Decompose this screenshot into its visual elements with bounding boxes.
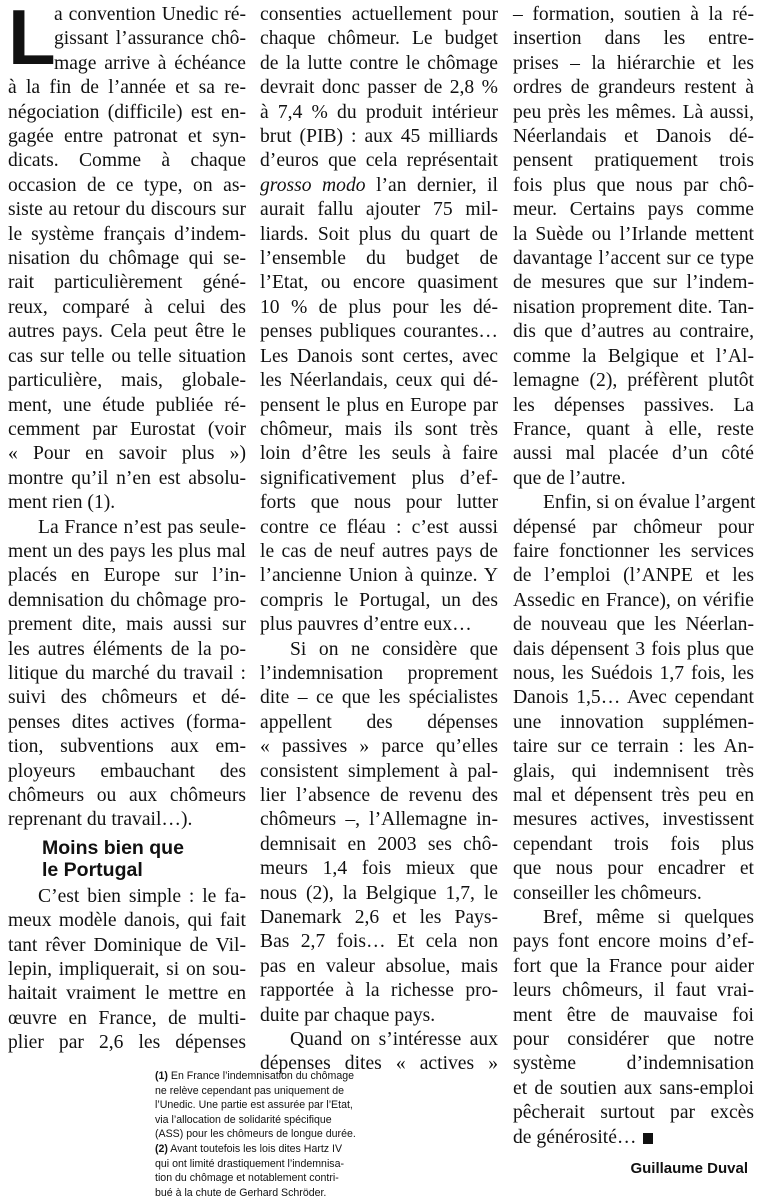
text-line: pas en valeur absolue, mais [260, 955, 498, 977]
text-line: à 7,4 % du produit intérieur [260, 101, 498, 123]
text-line: chômeur, mais ils sont très [260, 418, 498, 440]
text-line: forts que nous pour lutter [260, 492, 498, 514]
text-line: occasion de ce type, on as- [8, 174, 246, 196]
footnotes [155, 1069, 385, 1200]
text-line: le cas de neuf autres pays de [260, 540, 498, 562]
text-line: plus pauvres d’entre eux… [260, 614, 472, 636]
text-line: Danois 1,5… Avec cependant [513, 687, 754, 709]
text-line: ployeurs embauchant des [8, 760, 246, 782]
text-line: C’est bien simple : le fa- [38, 885, 246, 907]
text-line: davantage l’accent sur ce type [513, 248, 754, 270]
text-fragment: l’an dernier, il [365, 174, 498, 196]
column-1 [8, 0, 246, 1056]
text-line: pêcherait surtout par excès [513, 1102, 754, 1124]
text-line: l’ensemble du budget de [260, 248, 498, 270]
text-line: placés en Europe sur l’in- [8, 565, 246, 587]
text-line: ment un des pays les plus mal [8, 540, 246, 562]
text-line: meux modèle danois, qui fait [8, 910, 246, 932]
text-line: d’euros que cela représentait [260, 150, 498, 172]
text-line: prement dite, mais aussi sur [8, 614, 246, 636]
text-line: de mesures que sur l’indem- [513, 272, 754, 294]
paragraph [260, 638, 498, 1029]
text-line: dépensé par chômeur pour [513, 516, 754, 538]
text-line: leurs chômeurs, il faut vrai- [513, 980, 754, 1002]
text-line: pensent le plus en Europe par [260, 394, 498, 416]
text-line: dite – ce que les spécialistes [260, 687, 498, 709]
text-line: penses publiques courantes… [260, 321, 498, 343]
text-line: conseiller les chômeurs. [513, 882, 702, 904]
text-line: meurs 1,4 fois mieux que [260, 858, 498, 880]
text-fragment: En France l’indemnisation du chômage [167, 1070, 355, 1082]
footnote-number: (2) [155, 1142, 168, 1155]
text-line: Néerlandais et Danois dé- [513, 126, 754, 148]
text-line: pays font encore moins d’ef- [513, 931, 754, 953]
paragraph [513, 491, 754, 906]
text-line: liards. Soit plus du quart de [260, 223, 498, 245]
text-line: « Pour en savoir plus ») [8, 443, 246, 465]
text-line: dais dépensent 3 fois plus que [513, 638, 754, 660]
text-line: lemagne (2), préfèrent plutôt [513, 370, 754, 392]
text-line: taire sur ce terrain : les An- [513, 736, 754, 758]
text-line: de l’emploi (l’ANPE et les [513, 565, 754, 587]
footnote-line: (ASS) pour les chômeurs de longue durée. [155, 1128, 356, 1141]
column-2 [260, 3, 498, 1077]
text-line: la Suède ou l’Irlande mettent [513, 223, 754, 245]
text-line: gagée entre patronat et syn- [8, 126, 246, 148]
text-line: consenties actuellement pour [260, 4, 498, 25]
text-line: Danemark 2,6 et les Pays- [260, 907, 498, 929]
text-line: dépenses dites « actives » [260, 1053, 498, 1075]
footnote-line: ne relève cependant pas uniquement de [155, 1084, 345, 1097]
text-line: faire fonctionner les services [513, 540, 754, 562]
text-line: reux, comparé à celui des [8, 296, 246, 318]
footnote-line [155, 1142, 385, 1157]
text-line: consistent simplement à pal- [260, 760, 498, 782]
text-line: les Néerlandais, ceux qui dé- [260, 370, 498, 392]
text-line: Quand on s’intéresse aux [290, 1029, 498, 1051]
subheading-line: le Portugal [42, 858, 143, 881]
footnote-line: via l’allocation de solidarité spécifique [155, 1113, 332, 1126]
text-line: dis que d’autres au contraire, [513, 321, 754, 343]
column-3 [513, 3, 754, 1150]
text-line: chaque chômeur. Le budget [260, 28, 498, 50]
text-line: Les Danois sont certes, avec [260, 345, 498, 367]
text-line: prises – la hiérarchie et les [513, 52, 754, 74]
text-line: lier l’absence de revenu des [260, 785, 498, 806]
text-line: mal et dépensent très peu en [513, 785, 754, 806]
text-line: mesures actives, investissent [513, 809, 754, 831]
text-line: de nouveau que les Néerlan- [513, 614, 754, 636]
text-line: Assedic en France), on vérifie [513, 589, 754, 611]
text-line: l’Etat, ou encore quasiment [260, 272, 498, 294]
text-line: œuvre en France, de multi- [8, 1007, 246, 1029]
text-line: autres pays. Cela peut être le [8, 321, 246, 343]
text-line: ment, une étude publiée ré- [8, 394, 246, 416]
text-line: ordres de grandeurs restent à [513, 77, 754, 99]
text-line: à la fin de l’année et sa re- [8, 77, 246, 99]
text-line: système d’indemnisation [513, 1053, 754, 1075]
text-line: gissant l’assurance chô- [54, 28, 246, 50]
text-line: tion, subventions aux em- [8, 736, 246, 758]
text-line: négociation (difficile) est en- [8, 101, 246, 123]
text-line: de la lutte contre le chômage [260, 52, 498, 74]
text-line [513, 1126, 754, 1150]
text-line: devrait donc passer de 2,8 % [260, 77, 498, 99]
text-line: demnisation du chômage pro- [8, 589, 246, 611]
text-fragment: de générosité… [513, 1126, 637, 1148]
text-line: nisation proprement dite. Tan- [513, 296, 754, 318]
text-line: pensent pratiquement trois [513, 150, 754, 172]
text-line [260, 174, 498, 198]
footnote-line [155, 1069, 385, 1084]
text-line: rait particulièrement géné- [8, 272, 246, 294]
footnote-line: qui ont limité drastiquement l’indemnisa- [155, 1157, 345, 1170]
text-line: loin d’être les seuls à faire [260, 443, 498, 465]
footnote-line: bué à la chute de Gerhard Schröder. [155, 1186, 327, 1199]
text-line: France, quant à elle, reste [513, 418, 754, 440]
drop-cap: L [8, 0, 56, 81]
text-line: suivi des chômeurs et dé- [8, 687, 246, 709]
text-fragment: Avant toutefois les lois dites Hartz IV [167, 1142, 343, 1155]
text-line: fort que la France pour aider [513, 955, 754, 977]
text-line: chômeurs ou aux chômeurs [8, 785, 246, 806]
text-line: haitait vraiment le mettre en [8, 983, 246, 1005]
text-line: litique du marché du travail : [8, 662, 246, 684]
paragraph [513, 906, 754, 1150]
text-line: lepin, impliquerait, si on sou- [8, 959, 246, 981]
text-line: ment rien (1). [8, 492, 116, 514]
text-line: l’indemnisation proprement [260, 662, 498, 684]
text-line: nous (2), la Belgique 1,7, le [260, 882, 498, 904]
text-line: glais, qui indemnisent très [513, 760, 754, 782]
text-line: Bref, même si quelques [543, 907, 754, 929]
text-line: dicats. Comme à chaque [8, 150, 246, 172]
text-line: – formation, soutien à la ré- [513, 4, 754, 25]
text-line: « passives » parce qu’elles [260, 736, 498, 758]
text-line: peu près les mêmes. Là aussi, [513, 101, 754, 123]
text-line: que nous pour encadrer et [513, 858, 754, 880]
text-line: cependant trois fois plus [513, 833, 754, 855]
text-line: reprenant du travail…). [8, 809, 193, 831]
text-line: ment être de mauvaise foi [513, 1004, 754, 1026]
text-line: mage arrive à échéance [54, 52, 246, 74]
text-line: le système français d’indem- [8, 223, 246, 245]
text-line: montre qu’il n’en est absolu- [8, 467, 246, 489]
text-line: significativement plus d’ef- [260, 467, 498, 489]
text-line: tant rêver Dominique de Vil- [8, 934, 246, 956]
text-line: Si on ne considère que [290, 638, 498, 660]
text-line: brut (PIB) : aux 45 milliards [260, 126, 498, 148]
text-line: La France n’est pas seule- [38, 516, 246, 538]
subheading-line: Moins bien que [42, 836, 184, 859]
text-line: cas sur telle ou telle situation [8, 345, 246, 367]
text-line: a convention Unedic ré- [54, 4, 246, 25]
footnote-line: l’Unedic. Une partie est assurée par l’Etat, [155, 1099, 353, 1112]
text-line: compris le Portugal, un des [260, 589, 498, 611]
text-line: pour considérer que notre [513, 1029, 754, 1051]
text-line: appellent des dépenses [260, 711, 498, 733]
footnote-number: (1) [155, 1070, 168, 1082]
text-line: que de l’autre. [513, 467, 626, 489]
paragraph [8, 516, 246, 833]
text-line: penses dites actives (forma- [8, 711, 246, 733]
text-line: aussi mal placée d’un côté [513, 443, 754, 465]
text-line: 10 % de plus pour les dé- [260, 296, 498, 318]
text-line: l’ancienne Union à quinze. Y [260, 565, 498, 587]
italic-phrase: grosso modo [260, 174, 366, 196]
text-line: nous, les Suédois 1,7 fois, les [513, 662, 754, 684]
text-line: Enfin, si on évalue l’argent [543, 492, 756, 514]
text-line: Bas 2,7 fois… Et cela non [260, 931, 498, 953]
text-line: cemment par Eurostat (voir [8, 418, 246, 440]
text-line: chômeurs –, l’Allemagne in- [260, 809, 498, 831]
text-line: rapportée à la richesse pro- [260, 980, 498, 1002]
text-line: demnisait en 2003 ses chô- [260, 833, 498, 855]
text-line: plier par 2,6 les dépenses [8, 1032, 246, 1054]
text-line: duite par chaque pays. [260, 1004, 436, 1026]
text-line: particulière, mais, globale- [8, 370, 246, 392]
lead-paragraph [8, 0, 246, 516]
author-signature: Guillaume Duval [630, 1160, 748, 1177]
text-line: insertion dans les entre- [513, 28, 754, 50]
footnote-line: tion du chômage et notablement contri- [155, 1172, 339, 1185]
text-line: une innovation supplémen- [513, 711, 754, 733]
text-line: aurait fallu ajouter 75 mil- [260, 199, 498, 221]
text-line: siste au retour du discours sur [8, 199, 246, 221]
text-line: et de soutien aux sans-emploi [513, 1077, 754, 1099]
end-of-article-mark [643, 1133, 653, 1144]
text-line: comme la Belgique et l’Al- [513, 345, 754, 367]
subheading [8, 837, 246, 881]
paragraph [513, 3, 754, 491]
text-line: contre ce fléau : c’est aussi [260, 516, 498, 538]
text-line: fois plus que nous par chô- [513, 174, 754, 196]
text-line: les autres éléments de la po- [8, 638, 246, 660]
text-line: nisation du chômage qui se- [8, 248, 246, 270]
paragraph [260, 3, 498, 638]
text-line: meur. Certains pays comme [513, 199, 754, 221]
text-line: les dépenses passives. La [513, 394, 754, 416]
paragraph [8, 885, 246, 1056]
